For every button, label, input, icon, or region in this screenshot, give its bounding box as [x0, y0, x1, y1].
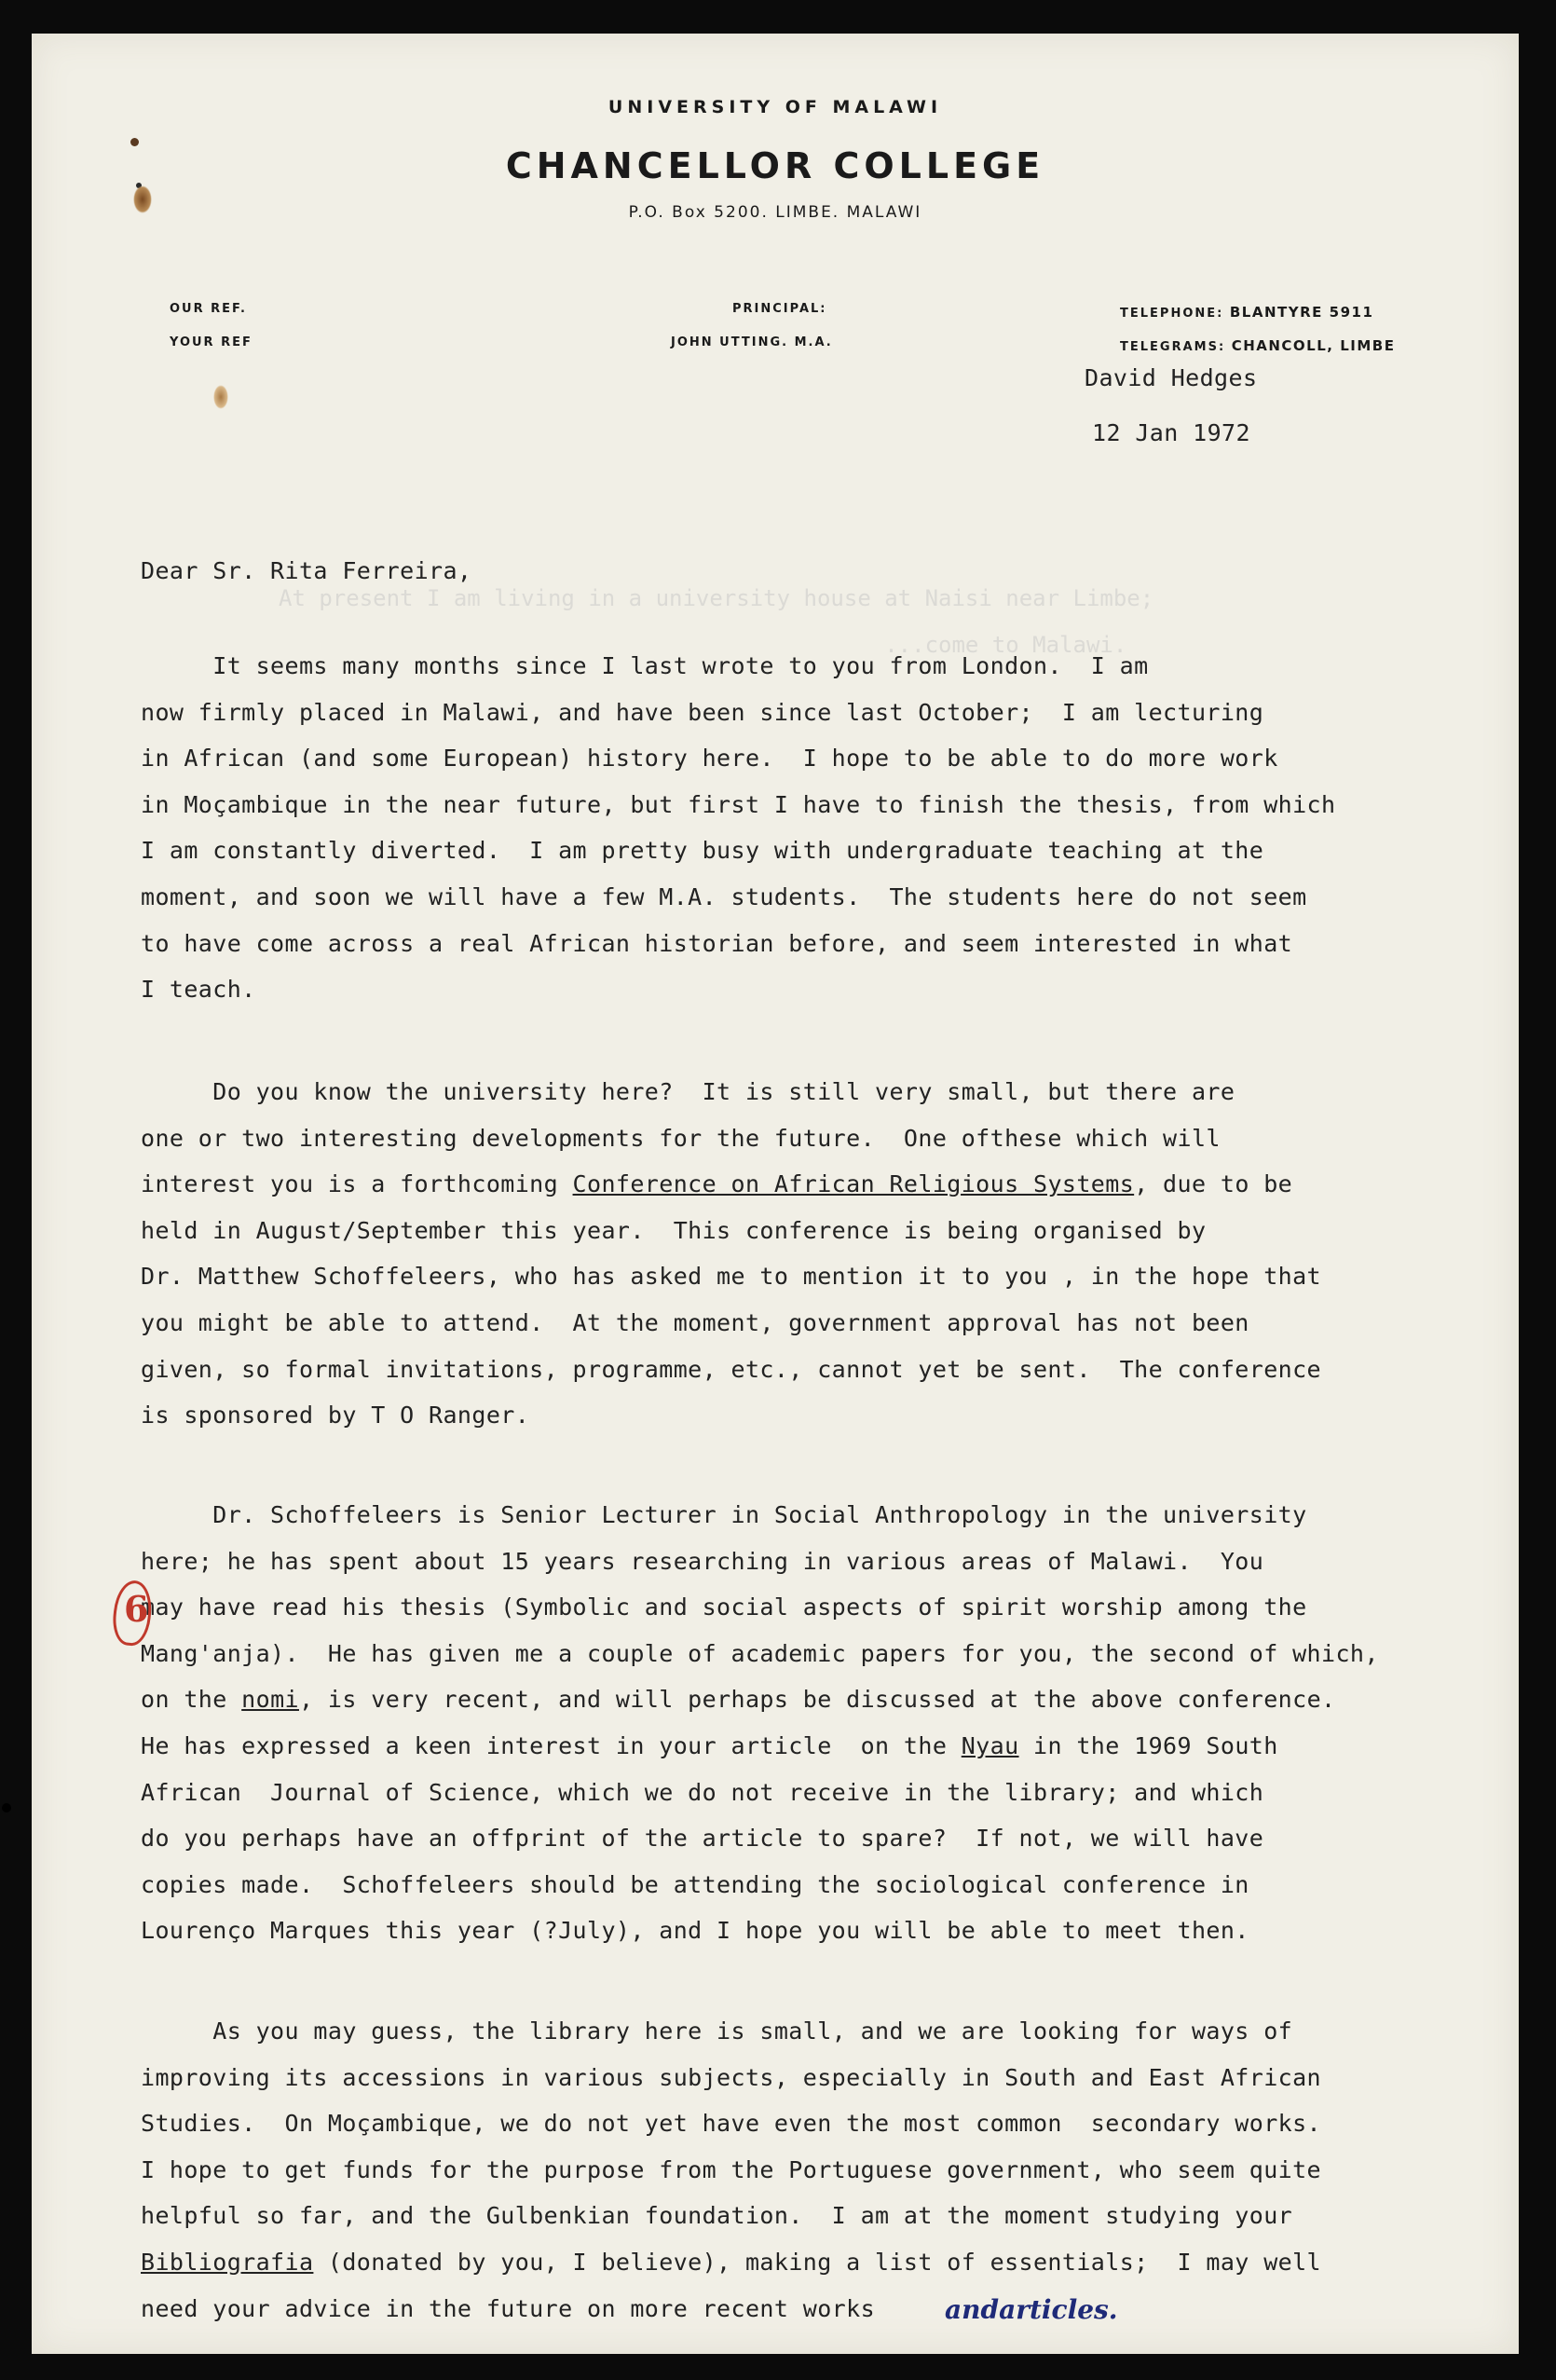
letter-line: Bibliografia (donated by you, I believe), making a list of essentials; I may well	[141, 2248, 1322, 2276]
letter-line: helpful so far, and the Gulbenkian foundation. I am at the moment studying your	[141, 2202, 1293, 2230]
principal-label: PRINCIPAL:	[732, 302, 827, 316]
letter-line: Do you know the university here? It is still very small, but there are	[141, 1078, 1235, 1105]
letter-line: copies made. Schoffeleers should be attending the sociological conference in	[141, 1870, 1249, 1898]
college-address: P.O. Box 5200. LIMBE. MALAWI	[628, 203, 922, 222]
letter-line: you might be able to attend. At the moment, government approval has not been	[141, 1308, 1249, 1336]
letter-line: need your advice in the future on more recent works	[141, 2294, 876, 2322]
letter-line: do you perhaps have an offprint of the article to spare? If not, we will have	[141, 1825, 1264, 1853]
rust-stain	[213, 385, 228, 409]
letter-line: I am constantly diverted. I am pretty busy with undergraduate teaching at the	[141, 837, 1264, 865]
letter-line: to have come across a real African historian before, and seem interested in what	[141, 929, 1293, 957]
letter-line: Dr. Schoffeleers is Senior Lecturer in Social Anthropology in the university	[141, 1501, 1307, 1528]
letter-line: He has expressed a keen interest in your article on the Nyau in the 1969 South	[141, 1731, 1278, 1759]
our-ref-label: OUR REF.	[170, 302, 247, 316]
letter-line: is sponsored by T O Ranger.	[141, 1402, 530, 1429]
letter-line: African Journal of Science, which we do not receive in the library; and which	[141, 1778, 1264, 1806]
paragraph-4	[141, 2008, 1501, 2332]
letter-line: on the nomi, is very recent, and will perhaps be discussed at the above conference.	[141, 1686, 1336, 1714]
letter-line: moment, and soon we will have a few M.A. students. The students here do not seem	[141, 882, 1307, 910]
letter-line: interest you is a forthcoming Conference on African Religious Systems, due to be	[141, 1170, 1293, 1198]
letter-line: Mang'anja). He has given me a couple of academic papers for you, the second of which,	[141, 1639, 1379, 1667]
show-through-line-1: At present I am living in a university house at Naisi near Limbe;	[279, 585, 1154, 611]
paragraph-2	[141, 1069, 1501, 1439]
letter-line: Studies. On Moçambique, we do not yet have even the most common secondary works.	[141, 2110, 1322, 2138]
telephone-value: BLANTYRE 5911	[1229, 304, 1374, 321]
letter-line: Lourenço Marques this year (?July), and I hope you will be able to meet then.	[141, 1917, 1249, 1945]
letter-line: in Moçambique in the near future, but first I have to finish the thesis, from which	[141, 790, 1336, 818]
telegrams-label: TELEGRAMS:	[1120, 340, 1226, 354]
letter-date: 12 Jan 1972	[1092, 419, 1250, 446]
letter-line: may have read his thesis (Symbolic and social aspects of spirit worship among the	[141, 1594, 1307, 1621]
paragraph-3	[141, 1492, 1501, 1954]
handwritten-addition: andarticles.	[945, 2294, 1118, 2325]
paragraph-1	[141, 643, 1501, 1013]
telephone-label: TELEPHONE:	[1120, 307, 1224, 321]
letter-line: improving its accessions in various subjects, especially in South and East African	[141, 2063, 1322, 2091]
letter-line: Dr. Matthew Schoffeleers, who has asked me to mention it to you , in the hope that	[141, 1263, 1322, 1291]
letter-line: here; he has spent about 15 years researching in various areas of Malawi. You	[141, 1547, 1264, 1575]
binder-hole	[2, 1803, 11, 1812]
margin-number-text: 6	[124, 1588, 149, 1630]
letter-line: I hope to get funds for the purpose from the Portuguese government, who seem quite	[141, 2155, 1322, 2183]
letter-line: It seems many months since I last wrote to you from London. I am	[141, 652, 1149, 679]
letter-line: one or two interesting developments for the future. One ofthese which will	[141, 1124, 1221, 1152]
letter-line: held in August/September this year. This conference is being organised by	[141, 1216, 1207, 1244]
salutation: Dear Sr. Rita Ferreira,	[141, 557, 472, 584]
show-through-line-2: ...come to Malawi.	[279, 632, 1127, 658]
your-ref-label: YOUR REF	[170, 335, 253, 349]
letter-line: given, so formal invitations, programme, etc., cannot yet be sent. The conference	[141, 1355, 1322, 1383]
telephone-line	[1120, 304, 1373, 321]
college-name: CHANCELLOR COLLEGE	[505, 145, 1045, 186]
university-name: UNIVERSITY OF MALAWI	[607, 97, 943, 117]
letter-page	[32, 34, 1519, 2354]
telegrams-value: CHANCOLL, LIMBE	[1231, 337, 1396, 354]
letter-line: now firmly placed in Malawi, and have been since last October; I am lecturing	[141, 698, 1264, 726]
letter-line: in African (and some European) history here. I hope to be able to do more work	[141, 745, 1278, 773]
sender-name: David Hedges	[1085, 364, 1258, 391]
principal-name: JOHN UTTING. M.A.	[671, 335, 833, 349]
letter-line: As you may guess, the library here is small, and we are looking for ways of	[141, 2018, 1293, 2045]
letter-line: I teach.	[141, 976, 256, 1004]
telegrams-line	[1120, 337, 1395, 354]
